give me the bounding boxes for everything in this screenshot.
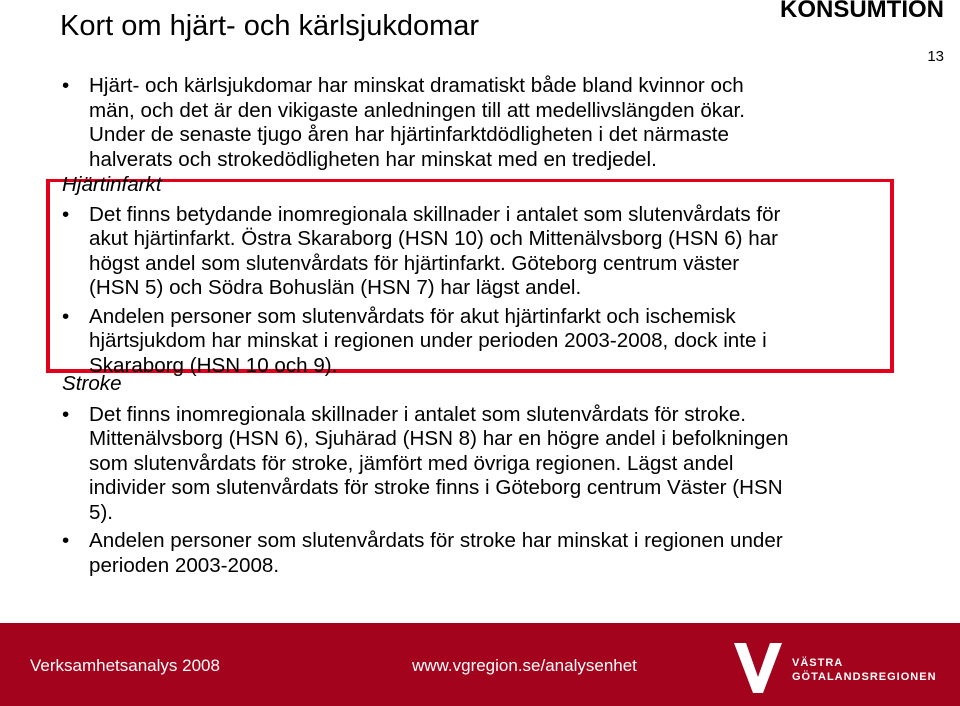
stroke-bullet-2: [62, 529, 912, 578]
logo-mark-icon: [730, 637, 786, 697]
text-line: • Det finns betydande inomregionala skillnader i antalet som slutenvårdats för: [89, 202, 781, 226]
intro-bullet: [62, 74, 912, 172]
text-line: • Andelen personer som slutenvårdats för akut hjärtinfarkt och ischemisk: [89, 304, 736, 328]
logo-text-line2: GÖTALANDSREGIONEN: [792, 671, 937, 683]
logo-text-line1: VÄSTRA: [792, 657, 844, 669]
text-line: perioden 2003-2008.: [89, 553, 280, 577]
text-line: Skaraborg (HSN 10 och 9).: [89, 353, 338, 377]
text-line: hjärtsjukdom har minskat i regionen under perioden 2003-2008, dock inte i: [89, 329, 767, 352]
text-line: • Hjärt- och kärlsjukdomar har minskat dramatiskt både bland kvinnor och: [89, 74, 744, 97]
vgr-logo: [730, 637, 940, 697]
text-line: • Det finns inomregionala skillnader i antalet som slutenvårdats för stroke.: [89, 402, 747, 426]
text-line: 5).: [89, 500, 114, 524]
text-line: (HSN 5) och Södra Bohuslän (HSN 7) har lägst andel.: [89, 276, 582, 299]
footer-bar: [0, 623, 960, 706]
footer-url-link[interactable]: www.vgregion.se/analysenhet: [412, 656, 637, 675]
hjartinfarkt-bullet-2: [62, 305, 912, 379]
text-line: som slutenvårdats för stroke, jämfört med övriga regionen. Lägst andel: [89, 451, 734, 475]
text-line: Under de senaste tjugo åren har hjärtinfarktdödligheten i det närmaste: [89, 123, 729, 146]
text-line: högst andel som slutenvårdats för hjärtinfarkt. Göteborg centrum väster: [89, 251, 740, 275]
hjartinfarkt-section: [62, 173, 912, 378]
text-line: halverats och strokedödligheten har minskat med en tredjedel.: [89, 147, 657, 171]
footer-report-name: Verksamhetsanalys 2008: [30, 656, 220, 675]
stroke-section: [62, 372, 912, 578]
text-line: • Andelen personer som slutenvårdats för stroke har minskat i regionen under: [89, 529, 783, 552]
section-heading: Hjärtinfarkt: [62, 173, 162, 196]
text-line: akut hjärtinfarkt. Östra Skaraborg (HSN 10) och Mittenälvsborg (HSN 6) har: [89, 227, 779, 250]
page-title: Kort om hjärt- och kärlsjukdomar: [60, 10, 480, 42]
page-number: 13: [927, 48, 944, 65]
hjartinfarkt-bullet-1: [62, 203, 912, 301]
intro-paragraph: [62, 74, 912, 172]
text-line: individer som slutenvårdats för stroke finns i Göteborg centrum Väster (HSN: [89, 476, 783, 499]
section-label: KONSUMTION: [780, 0, 944, 23]
stroke-bullet-1: [62, 403, 912, 526]
text-line: män, och det är den vikigaste anledningen till att medellivslängden ökar.: [89, 98, 745, 122]
section-heading: Stroke: [62, 372, 122, 395]
text-line: Mittenälvsborg (HSN 6), Sjuhärad (HSN 8) har en högre andel i befolkningen: [89, 427, 789, 450]
